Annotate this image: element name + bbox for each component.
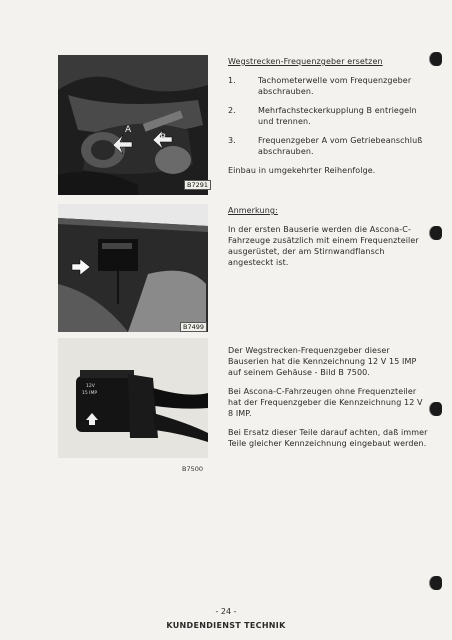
step-text: Tachometerwelle vom Frequenzgeber abschrauben. [258,76,412,96]
punch-hole [430,402,442,416]
punch-hole [430,52,442,66]
step-item [228,105,428,127]
figure-b7291-photo [58,55,208,195]
footer-title: KUNDENDIENST TECHNIK [166,621,286,630]
step-number: 1. [228,76,236,85]
figure-b7291-label: B7291 [184,180,211,190]
remark-text: In der ersten Bauserie werden die Ascona-C-Fahrzeuge zusätzlich mit einem Frequenzteiler ausgerüstet, der am Stirnwandflansch angesteckt ist. [228,225,419,267]
figure-b7499-label: B7499 [180,322,207,332]
marking-paragraph: Der Wegstrecken-Frequenzgeber dieser Bauserien hat die Kennzeichnung 12 V 15 IMP auf seinem Gehäuse - Bild B 7500. [228,346,417,377]
marking-paragraph: Bei Ersatz dieser Teile darauf achten, daß immer Teile gleicher Kennzeichnung eingebaut werden. [228,428,428,448]
figure-b7499-photo [58,204,208,332]
section-heading: Wegstrecken-Frequenzgeber ersetzen [228,57,383,66]
step-text: Mehrfachsteckerkupplung B entriegeln und trennen. [258,106,417,126]
marking-paragraph: Bei Ascona-C-Fahrzeugen ohne Frequenzteiler hat der Frequenzgeber die Kennzeichnung 12 V 8 IMP. [228,387,423,418]
figure-callout-b: B [160,133,167,143]
remark-heading: Anmerkung: [228,206,278,215]
section-remark [228,205,428,268]
punch-hole [430,576,442,590]
part-label-line1: 12V [86,384,95,389]
punch-hole [430,226,442,240]
page-number: - 24 - [215,607,237,616]
section-marking [228,345,428,457]
closing-note: Einbau in umgekehrter Reihenfolge. [228,166,376,175]
step-number: 3. [228,136,236,145]
figure-b7500-label: B7500 [182,465,204,473]
step-item [228,75,428,97]
part-label-line2: 15 IMP [82,391,98,396]
figure-b7500-photo [58,338,208,458]
figure-callout-a: A [125,125,132,135]
step-item [228,135,428,157]
step-text: Frequenzgeber A vom Getriebeanschluß abschrauben. [258,136,423,156]
step-number: 2. [228,106,236,115]
section-replace-sensor [228,56,428,176]
